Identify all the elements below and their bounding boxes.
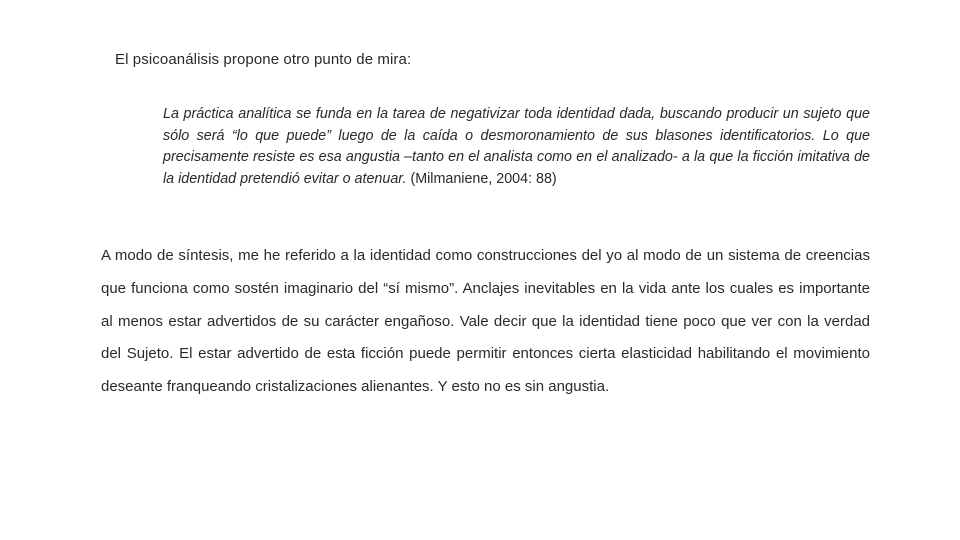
intro-line: El psicoanálisis propone otro punto de mira: [115, 51, 412, 68]
quote-text: La práctica analítica se funda en la tarea de negativizar toda identidad dada, buscando producir un sujeto que sólo será “lo que puede” luego de la caída o desmoronamiento de sus blasones identificatorios. Lo que precisamente resiste es esa angustia –tanto en el analista como en el analizado- a la que la ficción imitativa de la identidad pretendió evitar o atenuar. [163, 106, 870, 187]
quote-citation: (Milmaniene, 2004: 88) [406, 170, 557, 187]
block-quote [163, 104, 870, 190]
body-paragraph: A modo de síntesis, me he referido a la identidad como construcciones del yo al modo de un sistema de creencias que funciona como sostén imaginario del “sí mismo”. Anclajes inevitables en la vida ante los cuales es importante al menos estar advertidos de su carácter engañoso. Vale decir que la identidad tiene poco que ver con la verdad del Sujeto. El estar advertido de esta ficción puede permitir entonces cierta elasticidad habilitando el movimiento deseante franqueando cristalizaciones alienantes. Y esto no es sin angustia. [101, 247, 870, 396]
